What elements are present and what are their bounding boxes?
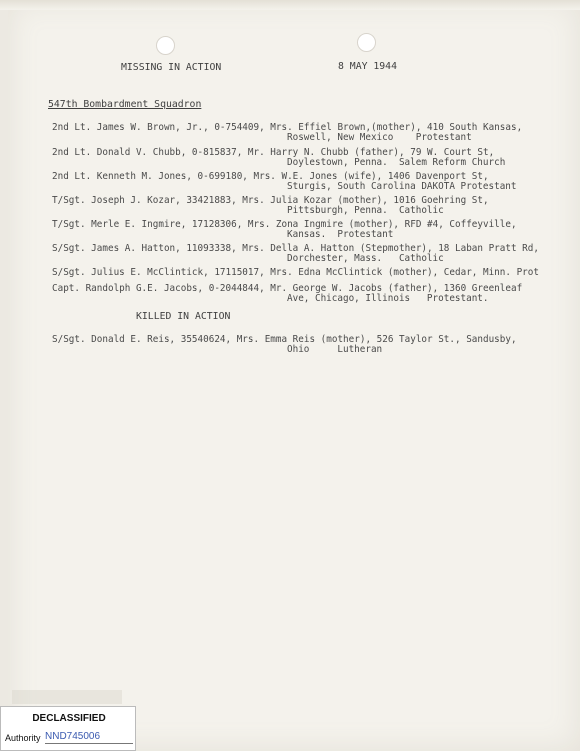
- entry-line: S/Sgt. Julius E. McClintick, 17115017, Mrs. Edna McClintick (mother), Cedar, Minn. Prot: [52, 267, 539, 278]
- declassified-stamp: [0, 706, 136, 751]
- entry-line: Dorchester, Mass. Catholic: [287, 253, 444, 264]
- stamp-authority-value: NND745006: [45, 731, 133, 744]
- entry-line: T/Sgt. Merle E. Ingmire, 17128306, Mrs. Zona Ingmire (mother), RFD #4, Coffeyville,: [52, 219, 517, 230]
- entry-line: S/Sgt. James A. Hatton, 11093338, Mrs. Della A. Hatton (Stepmother), 18 Laban Pratt Rd,: [52, 243, 539, 254]
- killed-heading: KILLED IN ACTION: [136, 311, 231, 322]
- punch-hole-left: [156, 36, 175, 55]
- document-date: 8 MAY 1944: [338, 61, 397, 72]
- entry-line: Sturgis, South Carolina DAKOTA Protestant: [287, 181, 517, 192]
- faint-mark: [12, 690, 122, 704]
- entry-line: T/Sgt. Joseph J. Kozar, 33421883, Mrs. Julia Kozar (mother), 1016 Goehring St,: [52, 195, 489, 206]
- entry-line: Pittsburgh, Penna. Catholic: [287, 205, 444, 216]
- squadron-heading: 547th Bombardment Squadron: [48, 99, 202, 110]
- entry-line: S/Sgt. Donald E. Reis, 35540624, Mrs. Emma Reis (mother), 526 Taylor St., Sandusby,: [52, 334, 517, 345]
- punch-hole-right: [357, 33, 376, 52]
- page-top-edge: [0, 0, 580, 10]
- entry-line: Doylestown, Penna. Salem Reform Church: [287, 157, 506, 168]
- entry-line: Ave, Chicago, Illinois Protestant.: [287, 293, 489, 304]
- entry-line: Kansas. Protestant: [287, 229, 394, 240]
- stamp-title: DECLASSIFIED: [32, 713, 106, 724]
- stamp-authority-label: Authority: [5, 733, 41, 743]
- entry-line: Capt. Randolph G.E. Jacobs, 0-2044844, Mr. George W. Jacobs (father), 1360 Greenleaf: [52, 283, 523, 294]
- entry-line: 2nd Lt. Kenneth M. Jones, 0-699180, Mrs. W.E. Jones (wife), 1406 Davenport St,: [52, 171, 489, 182]
- entry-line: 2nd Lt. Donald V. Chubb, 0-815837, Mr. Harry N. Chubb (father), 79 W. Court St,: [52, 147, 495, 158]
- document-title: MISSING IN ACTION: [121, 62, 222, 73]
- entry-line: 2nd Lt. James W. Brown, Jr., 0-754409, Mrs. Effiel Brown,(mother), 410 South Kansas,: [52, 122, 523, 133]
- document-page: [8, 0, 580, 751]
- entry-line: Roswell, New Mexico Protestant: [287, 132, 472, 143]
- entry-line: Ohio Lutheran: [287, 344, 383, 355]
